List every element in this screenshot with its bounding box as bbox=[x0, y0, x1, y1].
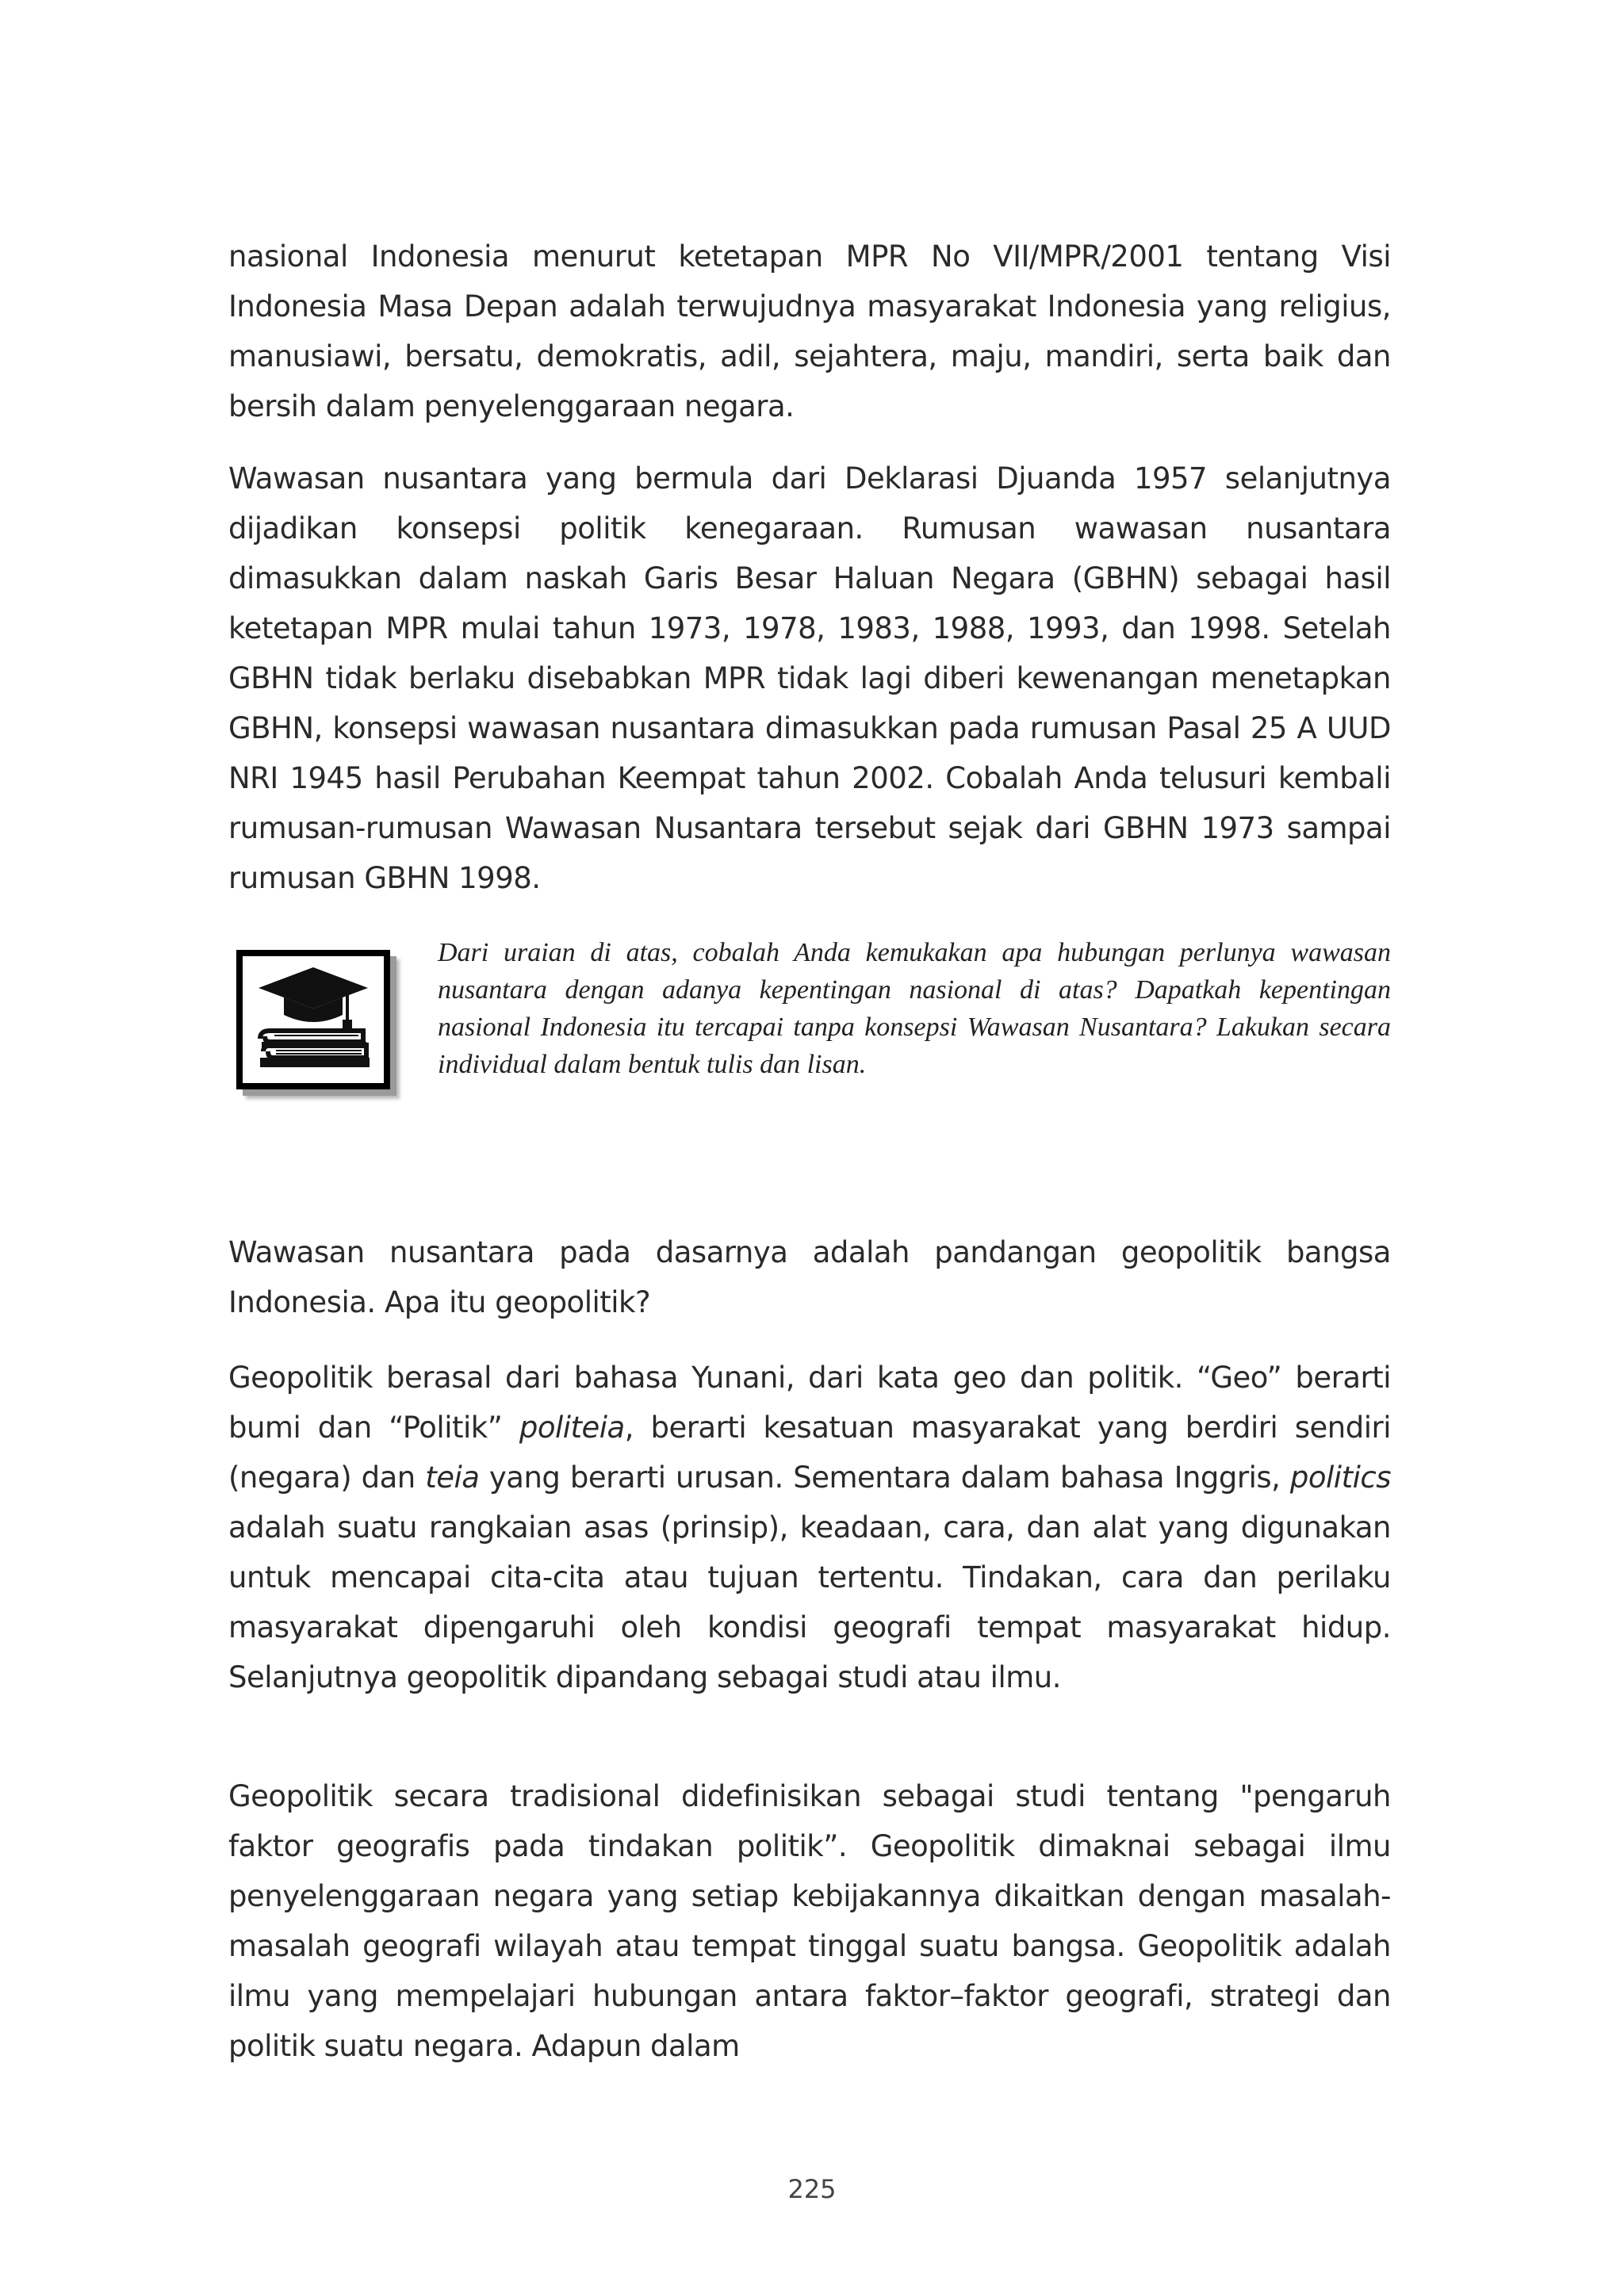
text-segment: yang berarti urusan. Sementara dalam bahasa Inggris, bbox=[479, 1460, 1290, 1495]
paragraph-geopolitik-definition: Geopolitik secara tradisional didefinisikan sebagai studi tentang "pengaruh faktor geografis pada tindakan politik”. Geopolitik dimaknai sebagai ilmu penyelenggaraan negara yang setiap kebijakannya dikaitkan dengan masalah-masalah geografi wilayah atau tempat tinggal suatu bangsa. Geopolitik adalah ilmu yang mempelajari hubungan antara faktor–faktor geografi, strategi dan politik suatu negara. Adapun dalam bbox=[228, 1779, 1391, 2063]
paragraph-geopolitik-etymology bbox=[228, 1353, 1391, 1702]
graduation-cap-books-icon bbox=[236, 950, 390, 1089]
task-box bbox=[228, 934, 1391, 1140]
page-number: 225 bbox=[787, 2174, 837, 2204]
text-segment: , berarti kesatuan masyarakat yang berdiri sendiri (negara) dan bbox=[228, 1411, 1391, 1495]
paragraph-geopolitik-intro: Wawasan nusantara pada dasarnya adalah pandangan geopolitik bangsa Indonesia. Apa itu geopolitik? bbox=[228, 1235, 1391, 1319]
italic-term-politics: politics bbox=[1289, 1460, 1391, 1495]
italic-term-teia: teia bbox=[425, 1460, 480, 1495]
text-segment: adalah suatu rangkaian asas (prinsip), keadaan, cara, dan alat yang digunakan untuk mencapai cita-cita atau tujuan tertentu. Tindakan, cara dan perilaku masyarakat dipengaruhi oleh kondisi geografi tempat masyarakat hidup. Selanjutnya geopolitik dipandang sebagai studi atau ilmu. bbox=[228, 1510, 1391, 1694]
task-instruction-text: Dari uraian di atas, cobalah Anda kemukakan apa hubungan perlunya wawasan nusantara dengan adanya kepentingan nasional di atas? Dapatkah kepentingan nasional Indonesia itu tercapai tanpa konsepsi Wawasan Nusantara? Lakukan secara individual dalam bentuk tulis dan lisan. bbox=[438, 938, 1391, 1079]
text-segment: Geopolitik berasal dari bahasa Yunani, dari kata geo dan politik. “Geo” berarti bumi dan “Politik” bbox=[228, 1361, 1391, 1445]
italic-term-politeia: politeia bbox=[519, 1411, 625, 1445]
paragraph-deklarasi-djuanda: Wawasan nusantara yang bermula dari Deklarasi Djuanda 1957 selanjutnya dijadikan konsepsi politik kenegaraan. Rumusan wawasan nusantara dimasukkan dalam naskah Garis Besar Haluan Negara (GBHN) sebagai hasil ketetapan MPR mulai tahun 1973, 1978, 1983, 1988, 1993, dan 1998. Setelah GBHN tidak berlaku disebabkan MPR tidak lagi diberi kewenangan menetapkan GBHN, konsepsi wawasan nusantara dimasukkan pada rumusan Pasal 25 A UUD NRI 1945 hasil Perubahan Keempat tahun 2002. Cobalah Anda telusuri kembali rumusan-rumusan Wawasan Nusantara tersebut sejak dari GBHN 1973 sampai rumusan GBHN 1998. bbox=[228, 461, 1391, 895]
paragraph-visi-indonesia: nasional Indonesia menurut ketetapan MPR No VII/MPR/2001 tentang Visi Indonesia Masa Depan adalah terwujudnya masyarakat Indonesia yang religius, manusiawi, bersatu, demokratis, adil, sejahtera, maju, mandiri, serta baik dan bersih dalam penyelenggaraan negara. bbox=[228, 239, 1391, 423]
